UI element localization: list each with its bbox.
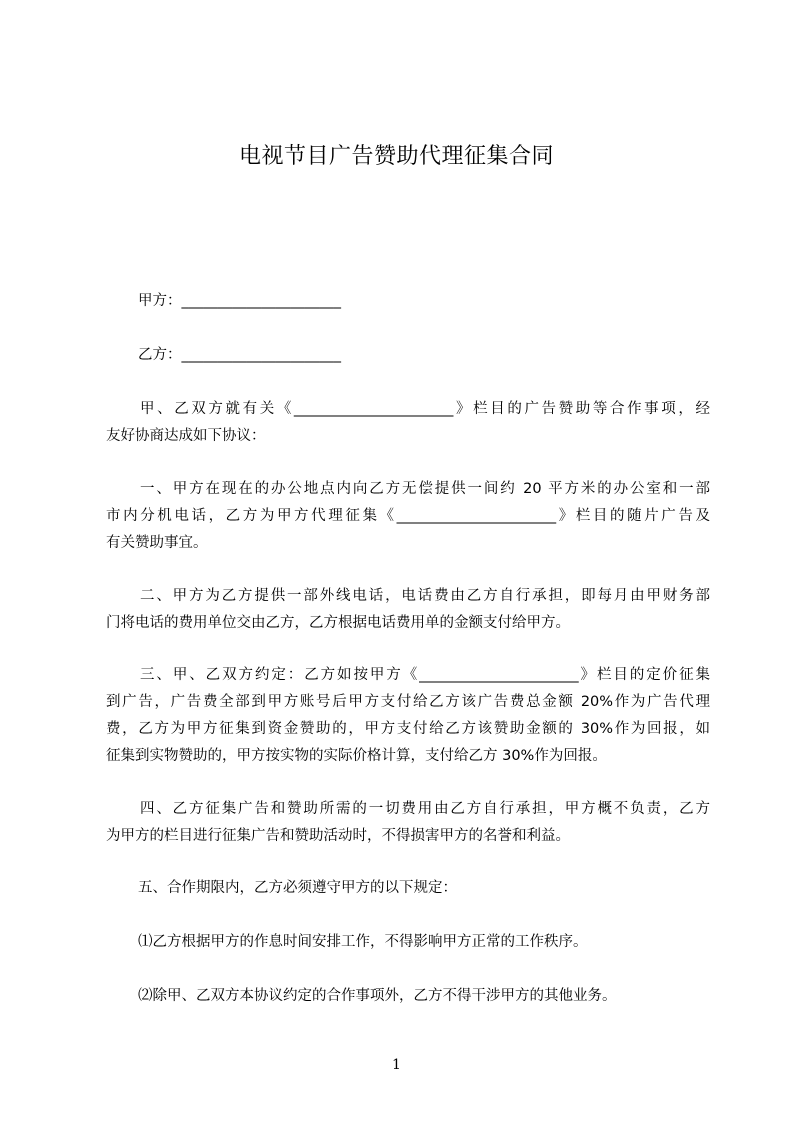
intro-line-2: 友好协商达成如下协议： [106, 428, 266, 444]
clause-3-line-4: 征集到实物赞助的，甲方按实物的实际价格计算，支付给乙方 30%作为回报。 [106, 748, 607, 764]
clause-4-line-2: 为甲方的栏目进行征集广告和赞助活动时，不得损害甲方的名誉和利益。 [106, 828, 570, 844]
page-number: 1 [392, 1057, 401, 1073]
clause-1-line-3: 有关赞助事宜。 [106, 535, 208, 551]
clause-5-heading: 五、合作期限内，乙方必须遵守甲方的以下规定： [138, 880, 457, 896]
clause-1-line-2: 市内分机电话，乙方为甲方代理征集《______________________》栏目的随片广告及 [106, 508, 710, 524]
clause-5-item-2: ⑵除甲、乙双方本协议约定的合作事项外，乙方不得干涉甲方的其他业务。 [138, 988, 617, 1004]
clause-3-line-2: 到广告，广告费全部到甲方账号后甲方支付给乙方该广告费总金额 20%作为广告代理 [106, 694, 710, 710]
clause-1-line-1: 一、甲方在现在的办公地点内向乙方无偿提供一间约 20 平方米的办公室和一部 [140, 481, 710, 497]
intro-line-1: 甲、乙双方就有关《______________________》栏目的广告赞助等合作事项，经 [140, 401, 710, 417]
party-a-line: 甲方：______________________ [138, 293, 341, 309]
clause-3-line-3: 费，乙方为甲方征集到资金赞助的，甲方支付给乙方该赞助金额的 30%作为回报，如 [106, 721, 710, 737]
party-b-line: 乙方：______________________ [138, 347, 341, 363]
clause-5-item-1: ⑴乙方根据甲方的作息时间安排工作，不得影响甲方正常的工作秩序。 [138, 934, 588, 950]
clause-2-line-2: 门将电话的费用单位交由乙方，乙方根据电话费用单的金额支付给甲方。 [106, 615, 570, 631]
clause-4-line-1: 四、乙方征集广告和赞助所需的一切费用由乙方自行承担，甲方概不负责，乙方 [140, 801, 710, 817]
clause-2-line-1: 二、甲方为乙方提供一部外线电话，电话费由乙方自行承担，即每月由甲财务部 [140, 588, 710, 604]
document-title: 电视节目广告赞助代理征集合同 [238, 144, 554, 169]
clause-3-line-1: 三、甲、乙双方约定：乙方如按甲方《______________________》栏目的定价征集 [140, 667, 710, 683]
